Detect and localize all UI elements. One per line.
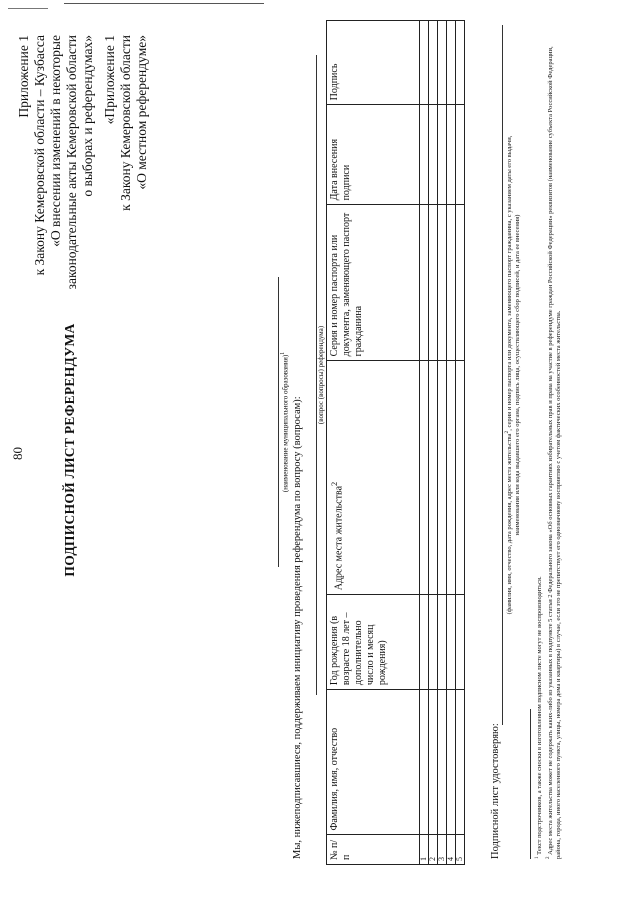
appendix-line: Приложение 1 xyxy=(16,35,31,118)
cell-birth-year xyxy=(438,595,447,690)
cell-date xyxy=(438,105,447,205)
table-row xyxy=(438,21,447,865)
cell-passport xyxy=(429,205,438,361)
form-title: ПОДПИСНОЙ ЛИСТ РЕФЕРЕНДУМА xyxy=(62,323,77,577)
cell-birth-year xyxy=(447,595,456,690)
cell-address xyxy=(438,361,447,595)
appendix-line: «Приложение 1 xyxy=(102,35,117,125)
header-signature-date: Дата внесения подписи xyxy=(327,105,420,205)
table-row xyxy=(447,21,456,865)
intro-text: Мы, нижеподписавшиеся, поддерживаем инициативу проведения референдума по вопросу (вопросам): xyxy=(292,396,303,859)
municipality-caption: (наименование муниципального образования)$^1$ xyxy=(280,351,290,493)
footnote-2: $^2$ Адрес места жительства может не содержать каких-либо из указанных в подпункте 5 статьи 2 Федерального закона «Об основных гарантиях избирательных прав и права на участие в референдуме граждан Российской Федерации» реквизитов (наименование субъекта Российской Федерации, района, города, иного населенного пункта, улицы, номера дома и квартиры) в случае, если это не препятствует его однозначному восприятию с учетом фактических особенностей места жительства. xyxy=(545,46,563,859)
cell-birth-year xyxy=(429,595,438,690)
question-caption: (вопрос (вопросы) референдума) xyxy=(317,325,325,425)
cell-date xyxy=(420,105,429,205)
appendix-line: о выборах и референдумах» xyxy=(80,35,95,197)
table-header-row xyxy=(327,21,420,865)
appendix-line: к Закону Кемеровской области xyxy=(118,35,133,211)
row-number: 3 xyxy=(438,835,447,865)
cell-address xyxy=(447,361,456,595)
signatures-table xyxy=(326,20,465,865)
cell-birth-year xyxy=(420,595,429,690)
cell-full-name xyxy=(429,690,438,835)
cell-passport xyxy=(420,205,429,361)
rotated-form-sheet xyxy=(10,15,630,885)
cell-address xyxy=(420,361,429,595)
page-number: 80 xyxy=(10,447,25,460)
row-number: 2 xyxy=(429,835,438,865)
cell-full-name xyxy=(420,690,429,835)
scan-edge-mark xyxy=(8,8,48,9)
table-row xyxy=(420,21,429,865)
cell-passport xyxy=(438,205,447,361)
cell-signature xyxy=(438,21,447,105)
cell-passport xyxy=(456,205,465,361)
appendix-heading xyxy=(16,35,150,395)
certify-label: Подписной лист удостоверяю: xyxy=(490,723,501,859)
table-row xyxy=(429,21,438,865)
scan-edge-line xyxy=(64,3,264,4)
cell-full-name xyxy=(456,690,465,835)
appendix-line: законодательные акты Кемеровской области xyxy=(64,35,79,290)
row-number: 4 xyxy=(447,835,456,865)
municipality-fill-line xyxy=(278,277,279,567)
certify-caption: (фамилия, имя, отчество, дата рождения, адрес места жительства$^2$, серия и номер паспорта или документа, заменяющего паспорт гражданина, с указанием даты его выдачи, наименования или кода выдавшего его органа, подпись лица, осуществляющего сбор подписей, и дата ее внесения) xyxy=(504,135,522,615)
footnote-separator xyxy=(530,709,531,859)
cell-birth-year xyxy=(456,595,465,690)
appendix-line: к Закону Кемеровской области – Кузбасса xyxy=(32,35,47,276)
appendix-line: «О внесении изменений в некоторые xyxy=(48,35,63,247)
header-address: Адрес места жительства$^2$ xyxy=(327,361,420,595)
cell-date xyxy=(447,105,456,205)
cell-address xyxy=(429,361,438,595)
table-row xyxy=(456,21,465,865)
header-full-name: Фамилия, имя, отчество xyxy=(327,690,420,835)
footnote-1: $^1$ Текст подстрочников, а также сноски в изготовленном подписном листе могут не воспроизводиться. xyxy=(535,576,544,859)
cell-date xyxy=(429,105,438,205)
cell-signature xyxy=(447,21,456,105)
cell-full-name xyxy=(447,690,456,835)
header-signature: Подпись xyxy=(327,21,420,105)
cell-signature xyxy=(456,21,465,105)
cell-date xyxy=(456,105,465,205)
header-birth-year: Год рождения (в возрасте 18 лет – дополнительно число и месяц рождения) xyxy=(327,595,420,690)
footnotes xyxy=(534,39,564,859)
cell-signature xyxy=(429,21,438,105)
row-number: 5 xyxy=(456,835,465,865)
header-passport: Серия и номер паспорта или документа, заменяющего паспорт гражданина xyxy=(327,205,420,361)
cell-address xyxy=(456,361,465,595)
row-number: 1 xyxy=(420,835,429,865)
appendix-line: «О местном референдуме» xyxy=(134,35,149,190)
cell-full-name xyxy=(438,690,447,835)
header-number: № п/п xyxy=(327,835,420,865)
cell-passport xyxy=(447,205,456,361)
cell-signature xyxy=(420,21,429,105)
